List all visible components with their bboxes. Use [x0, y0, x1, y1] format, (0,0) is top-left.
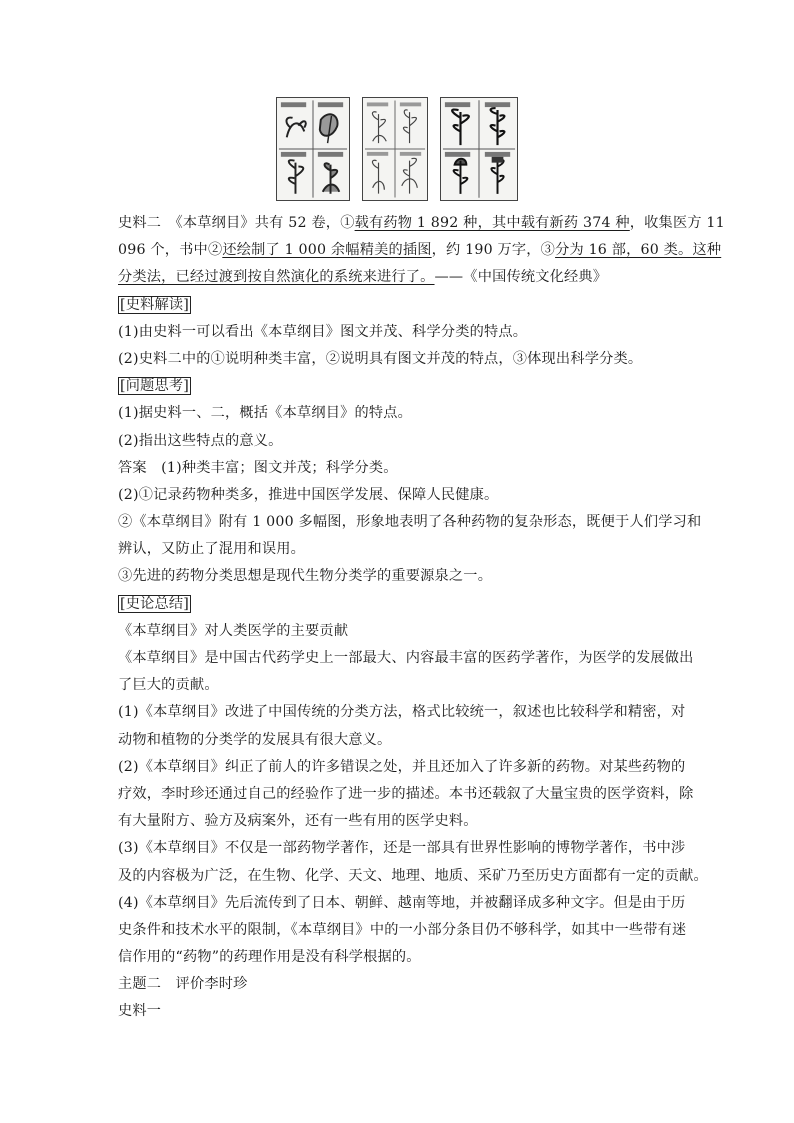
herbal-illustration-page-1: [276, 97, 350, 201]
source-heading: 史料一: [118, 1003, 162, 1020]
text-line: (2)史料二中的①说明种类丰富，②说明具有图文并茂的特点，③体现出科学分类。: [118, 350, 643, 367]
text-line: 疗效，李时珍还通过自己的经验作了进一步的描述。本书还载叙了大量宝贵的医学资料，除: [118, 785, 694, 802]
answer-line: ③先进的药物分类思想是现代生物分类学的重要源泉之一。: [118, 568, 493, 585]
text-line: (4)《本草纲目》先后流传到了日本、朝鲜、越南等地，并被翻译成多种文字。但是由于历: [118, 894, 686, 911]
answer-line: 答案 (1)种类丰富；图文并茂；科学分类。: [118, 459, 398, 476]
text-line: (2)《本草纲目》纠正了前人的许多错误之处，并且还加入了许多新的药物。对某些药物的: [118, 758, 686, 775]
text-line: (3)《本草纲目》不仅是一部药物学著作，还是一部具有世界性影响的博物学著作，书中涉: [118, 840, 686, 857]
answer-line: ②《本草纲目》附有 1 000 多幅图，形象地表明了各种药物的复杂形态，既便于人们学习和: [118, 514, 702, 531]
text-line: 及的内容极为广泛，在生物、化学、天文、地理、地质、采矿乃至历史方面都有一定的贡献。: [118, 867, 708, 884]
text-line: 分类法，已经过渡到按自然演化的系统来进行了。——《中国传统文化经典》: [118, 269, 608, 286]
text-line: 096 个，书中②还绘制了 1 000 余幅精美的插图，约 190 万字，③分为 16 部，60 类。这种: [118, 242, 722, 259]
question-line: (2)指出这些特点的意义。: [118, 432, 283, 449]
text-line: 动物和植物的分类学的发展具有很大意义。: [118, 731, 392, 748]
topic-heading: 主题二 评价李时珍: [118, 976, 248, 993]
section-label-question-thinking: [问题思考]: [120, 378, 190, 395]
answer-line: 辨认，又防止了混用和误用。: [118, 541, 306, 558]
section-label-summary: [史论总结]: [120, 595, 190, 612]
text-line: 信作用的“药物”的药理作用是没有科学根据的。: [118, 949, 421, 966]
document-body: [118, 210, 725, 1026]
answer-line: (2)①记录药物种类多，推进中国医学发展、保障人民健康。: [118, 486, 499, 503]
text-line: 了巨大的贡献。: [118, 677, 219, 694]
text-line: 史料二 《本草纲目》共有 52 卷，①载有药物 1 892 种，其中载有新药 374 种，收集医方 11: [118, 215, 725, 231]
subheading: 《本草纲目》对人类医学的主要贡献: [118, 622, 349, 639]
question-line: (1)据史料一、二，概括《本草纲目》的特点。: [118, 405, 413, 422]
herbal-illustration-page-3: [440, 97, 518, 201]
herbal-illustration-page-2: [362, 97, 428, 201]
text-line: (1)由史料一可以看出《本草纲目》图文并茂、科学分类的特点。: [118, 323, 528, 340]
text-line: (1)《本草纲目》改进了中国传统的分类方法，格式比较统一，叙述也比较科学和精密，对: [118, 704, 686, 721]
text-line: 有大量附方、验方及病案外，还有一些有用的医学史料。: [118, 813, 478, 830]
text-line: 史条件和技术水平的限制，《本草纲目》中的一小部分条目仍不够科学，如其中一些带有迷: [118, 921, 687, 938]
text-line: 《本草纲目》是中国古代药学史上一部最大、内容最丰富的医药学著作，为医学的发展做出: [118, 650, 694, 666]
section-label-source-reading: [史料解读]: [120, 296, 190, 313]
